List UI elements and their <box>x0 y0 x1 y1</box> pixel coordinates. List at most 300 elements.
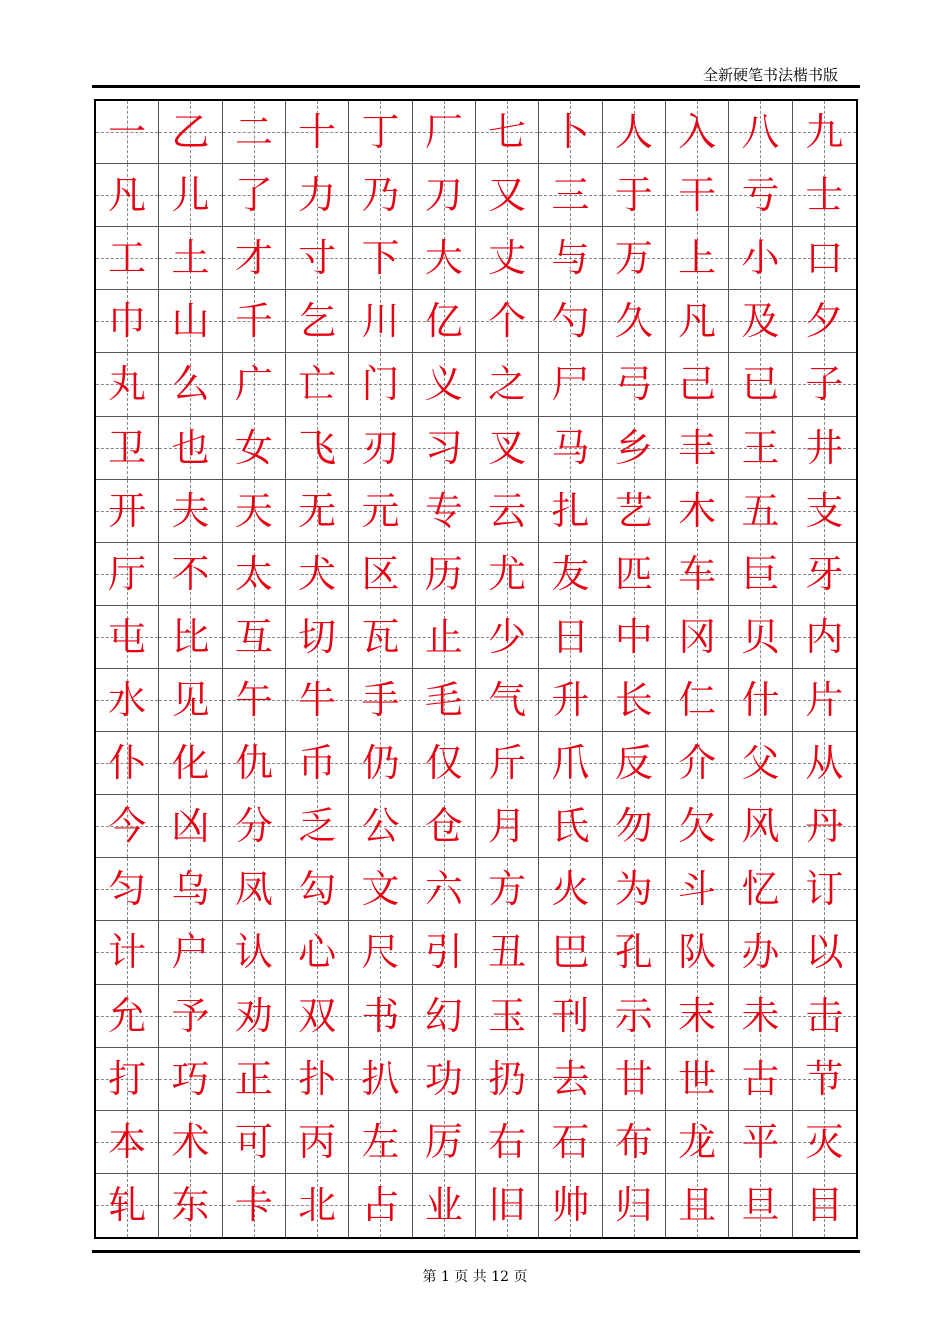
character-glyph: 上 <box>678 236 717 281</box>
character-glyph: 乃 <box>361 173 400 218</box>
character-glyph: 末 <box>678 993 717 1038</box>
grid-cell <box>349 669 412 732</box>
grid-cell <box>413 1048 476 1111</box>
character-glyph: 弓 <box>614 362 653 407</box>
grid-cell <box>159 858 222 921</box>
grid-cell <box>603 985 666 1048</box>
grid-cell <box>793 732 856 795</box>
character-glyph: 井 <box>805 425 844 470</box>
character-glyph: 世 <box>678 1056 717 1101</box>
character-glyph: 丹 <box>805 804 844 849</box>
grid-cell <box>666 858 729 921</box>
grid-cell <box>793 606 856 669</box>
grid-cell <box>349 732 412 795</box>
character-glyph: 巴 <box>551 930 590 975</box>
character-glyph: 方 <box>488 867 527 912</box>
character-glyph: 从 <box>805 741 844 786</box>
character-glyph: 忆 <box>741 867 780 912</box>
character-glyph: 订 <box>805 867 844 912</box>
character-glyph: 尤 <box>488 551 527 596</box>
grid-cell <box>349 1174 412 1237</box>
character-glyph: 甘 <box>614 1056 653 1101</box>
character-glyph: 支 <box>805 488 844 533</box>
character-glyph: 东 <box>171 1183 210 1228</box>
grid-cell <box>793 227 856 290</box>
grid-cell <box>286 417 349 480</box>
grid-cell <box>476 795 539 858</box>
grid-cell <box>223 543 286 606</box>
character-glyph: 什 <box>741 678 780 723</box>
grid-cell <box>666 164 729 227</box>
character-glyph: 仁 <box>678 678 717 723</box>
character-glyph: 内 <box>805 614 844 659</box>
character-glyph: 户 <box>171 930 210 975</box>
grid-cell <box>286 795 349 858</box>
grid-cell <box>96 985 159 1048</box>
grid-cell <box>729 290 792 353</box>
grid-cell <box>476 606 539 669</box>
character-glyph: 不 <box>171 551 210 596</box>
grid-cell <box>666 669 729 732</box>
character-glyph: 认 <box>234 930 273 975</box>
grid-cell <box>286 606 349 669</box>
grid-cell <box>286 669 349 732</box>
character-glyph: 了 <box>234 173 273 218</box>
character-glyph: 卡 <box>234 1183 273 1228</box>
grid-cell <box>413 417 476 480</box>
character-glyph: 乞 <box>298 299 337 344</box>
grid-cell <box>96 164 159 227</box>
character-glyph: 入 <box>678 110 717 155</box>
grid-cell <box>603 480 666 543</box>
character-glyph: 丰 <box>678 425 717 470</box>
character-glyph: 么 <box>171 362 210 407</box>
grid-cell <box>349 480 412 543</box>
character-glyph: 五 <box>741 488 780 533</box>
character-glyph: 扔 <box>488 1056 527 1101</box>
grid-cell <box>603 543 666 606</box>
grid-cell <box>539 858 602 921</box>
grid-cell <box>159 1111 222 1174</box>
grid-cell <box>476 669 539 732</box>
character-glyph: 贝 <box>741 614 780 659</box>
character-glyph: 灭 <box>805 1119 844 1164</box>
grid-cell <box>159 1048 222 1111</box>
grid-cell <box>793 795 856 858</box>
grid-cell <box>96 858 159 921</box>
character-glyph: 厅 <box>108 551 147 596</box>
grid-cell <box>539 101 602 164</box>
grid-cell <box>729 669 792 732</box>
character-glyph: 冈 <box>678 614 717 659</box>
grid-cell <box>539 227 602 290</box>
character-glyph: 仍 <box>361 741 400 786</box>
grid-cell <box>476 858 539 921</box>
grid-cell <box>349 417 412 480</box>
character-glyph: 心 <box>298 930 337 975</box>
character-glyph: 扎 <box>551 488 590 533</box>
character-glyph: 北 <box>298 1183 337 1228</box>
character-glyph: 办 <box>741 930 780 975</box>
grid-cell <box>413 795 476 858</box>
character-glyph: 牛 <box>298 678 337 723</box>
grid-cell <box>793 417 856 480</box>
grid-cell <box>96 732 159 795</box>
grid-cell <box>603 1174 666 1237</box>
character-glyph: 丁 <box>361 110 400 155</box>
grid-cell <box>476 101 539 164</box>
grid-cell <box>603 101 666 164</box>
grid-cell <box>349 1048 412 1111</box>
grid-cell <box>159 795 222 858</box>
grid-cell <box>223 480 286 543</box>
character-glyph: 可 <box>234 1119 273 1164</box>
grid-cell <box>666 1111 729 1174</box>
grid-cell <box>413 290 476 353</box>
grid-cell <box>539 732 602 795</box>
grid-cell <box>223 858 286 921</box>
grid-cell <box>223 669 286 732</box>
character-glyph: 爪 <box>551 741 590 786</box>
character-glyph: 之 <box>488 362 527 407</box>
character-glyph: 孔 <box>614 930 653 975</box>
character-glyph: 石 <box>551 1119 590 1164</box>
grid-cell <box>793 101 856 164</box>
character-glyph: 区 <box>361 551 400 596</box>
character-glyph: 开 <box>108 488 147 533</box>
grid-cell <box>666 795 729 858</box>
character-glyph: 公 <box>361 804 400 849</box>
character-glyph: 旦 <box>741 1183 780 1228</box>
character-glyph: 卜 <box>551 110 590 155</box>
grid-cell <box>96 921 159 984</box>
character-glyph: 示 <box>614 993 653 1038</box>
character-glyph: 女 <box>234 425 273 470</box>
character-glyph: 历 <box>424 551 463 596</box>
character-glyph: 凤 <box>234 867 273 912</box>
character-glyph: 古 <box>741 1056 780 1101</box>
character-glyph: 匹 <box>614 551 653 596</box>
grid-cell <box>96 353 159 416</box>
character-glyph: 介 <box>678 741 717 786</box>
character-glyph: 龙 <box>678 1119 717 1164</box>
grid-cell <box>666 732 729 795</box>
character-glyph: 万 <box>614 236 653 281</box>
character-glyph: 斗 <box>678 867 717 912</box>
grid-cell <box>96 480 159 543</box>
character-glyph: 夕 <box>805 299 844 344</box>
grid-cell <box>223 1048 286 1111</box>
character-glyph: 及 <box>741 299 780 344</box>
character-glyph: 乏 <box>298 804 337 849</box>
grid-cell <box>603 353 666 416</box>
character-glyph: 勾 <box>298 867 337 912</box>
grid-cell <box>349 795 412 858</box>
grid-cell <box>603 290 666 353</box>
grid-cell <box>666 606 729 669</box>
character-glyph: 儿 <box>171 173 210 218</box>
character-glyph: 久 <box>614 299 653 344</box>
character-glyph: 云 <box>488 488 527 533</box>
grid-cell <box>413 606 476 669</box>
grid-cell <box>413 227 476 290</box>
grid-cell <box>159 101 222 164</box>
character-glyph: 仆 <box>108 741 147 786</box>
character-glyph: 丙 <box>298 1119 337 1164</box>
character-glyph: 小 <box>741 236 780 281</box>
grid-cell <box>159 480 222 543</box>
grid-cell <box>159 227 222 290</box>
grid-cell <box>96 1174 159 1237</box>
grid-cell <box>729 417 792 480</box>
grid-cell <box>413 1174 476 1237</box>
practice-grid <box>94 99 858 1239</box>
character-glyph: 刃 <box>361 425 400 470</box>
grid-cell <box>793 669 856 732</box>
grid-cell <box>476 543 539 606</box>
grid-cell <box>223 1174 286 1237</box>
grid-cell <box>349 227 412 290</box>
grid-cell <box>603 669 666 732</box>
grid-cell <box>223 353 286 416</box>
grid-cell <box>413 858 476 921</box>
character-glyph: 亡 <box>298 362 337 407</box>
grid-cell <box>666 1048 729 1111</box>
grid-cell <box>286 1174 349 1237</box>
character-glyph: 太 <box>234 551 273 596</box>
character-glyph: 子 <box>805 362 844 407</box>
grid-cell <box>476 1174 539 1237</box>
character-glyph: 于 <box>614 173 653 218</box>
character-glyph: 午 <box>234 678 273 723</box>
character-glyph: 犬 <box>298 551 337 596</box>
character-glyph: 旧 <box>488 1183 527 1228</box>
character-glyph: 月 <box>488 804 527 849</box>
character-glyph: 艺 <box>614 488 653 533</box>
grid-cell <box>793 164 856 227</box>
character-glyph: 下 <box>361 236 400 281</box>
grid-cell <box>729 1174 792 1237</box>
character-glyph: 中 <box>614 614 653 659</box>
character-glyph: 火 <box>551 867 590 912</box>
character-glyph: 斤 <box>488 741 527 786</box>
character-glyph: 飞 <box>298 425 337 470</box>
grid-cell <box>286 480 349 543</box>
grid-cell <box>159 353 222 416</box>
grid-cell <box>666 227 729 290</box>
grid-cell <box>729 480 792 543</box>
character-glyph: 无 <box>298 488 337 533</box>
character-glyph: 凡 <box>108 173 147 218</box>
character-glyph: 已 <box>741 362 780 407</box>
character-glyph: 天 <box>234 488 273 533</box>
grid-cell <box>159 290 222 353</box>
character-glyph: 千 <box>234 299 273 344</box>
grid-cell <box>539 353 602 416</box>
character-glyph: 双 <box>298 993 337 1038</box>
character-glyph: 大 <box>424 236 463 281</box>
grid-cell <box>666 921 729 984</box>
grid-cell <box>793 1111 856 1174</box>
grid-cell <box>286 164 349 227</box>
grid-cell <box>286 732 349 795</box>
grid-cell <box>603 227 666 290</box>
grid-cell <box>286 921 349 984</box>
character-glyph: 术 <box>171 1119 210 1164</box>
grid-cell <box>666 1174 729 1237</box>
grid-cell <box>413 732 476 795</box>
grid-cell <box>476 732 539 795</box>
character-glyph: 丈 <box>488 236 527 281</box>
grid-cell <box>96 227 159 290</box>
character-glyph: 与 <box>551 236 590 281</box>
character-glyph: 计 <box>108 930 147 975</box>
grid-cell <box>603 606 666 669</box>
grid-cell <box>349 985 412 1048</box>
header-rule <box>92 85 860 88</box>
character-glyph: 欠 <box>678 804 717 849</box>
grid-cell <box>159 669 222 732</box>
character-glyph: 切 <box>298 614 337 659</box>
grid-cell <box>159 417 222 480</box>
character-glyph: 互 <box>234 614 273 659</box>
character-glyph: 凶 <box>171 804 210 849</box>
grid-cell <box>729 795 792 858</box>
grid-cell <box>476 353 539 416</box>
character-glyph: 功 <box>424 1056 463 1101</box>
character-glyph: 又 <box>488 173 527 218</box>
grid-cell <box>539 543 602 606</box>
grid-cell <box>539 669 602 732</box>
character-glyph: 九 <box>805 110 844 155</box>
character-glyph: 勺 <box>551 299 590 344</box>
character-glyph: 未 <box>741 993 780 1038</box>
grid-cell <box>666 290 729 353</box>
grid-cell <box>476 290 539 353</box>
character-glyph: 书 <box>361 993 400 1038</box>
grid-cell <box>413 480 476 543</box>
grid-cell <box>413 985 476 1048</box>
character-glyph: 习 <box>424 425 463 470</box>
document-title: 全新硬笔书法楷书版 <box>702 66 838 84</box>
character-glyph: 匀 <box>108 867 147 912</box>
grid-cell <box>793 985 856 1048</box>
character-glyph: 二 <box>234 110 273 155</box>
grid-cell <box>729 606 792 669</box>
character-glyph: 卫 <box>108 425 147 470</box>
grid-cell <box>476 164 539 227</box>
grid-cell <box>286 353 349 416</box>
character-glyph: 寸 <box>298 236 337 281</box>
grid-cell <box>286 101 349 164</box>
grid-cell <box>539 480 602 543</box>
grid-cell <box>476 417 539 480</box>
character-glyph: 节 <box>805 1056 844 1101</box>
grid-cell <box>96 1048 159 1111</box>
character-glyph: 币 <box>298 741 337 786</box>
grid-cell <box>96 543 159 606</box>
character-glyph: 仅 <box>424 741 463 786</box>
grid-cell <box>223 1111 286 1174</box>
grid-cell <box>159 985 222 1048</box>
grid-cell <box>413 353 476 416</box>
character-glyph: 且 <box>678 1183 717 1228</box>
character-glyph: 士 <box>805 173 844 218</box>
character-glyph: 王 <box>741 425 780 470</box>
grid-cell <box>666 543 729 606</box>
character-glyph: 正 <box>234 1056 273 1101</box>
character-glyph: 幻 <box>424 993 463 1038</box>
character-glyph: 毛 <box>424 678 463 723</box>
character-glyph: 巨 <box>741 551 780 596</box>
character-glyph: 木 <box>678 488 717 533</box>
grid-cell <box>96 290 159 353</box>
character-glyph: 仓 <box>424 804 463 849</box>
character-glyph: 占 <box>361 1183 400 1228</box>
grid-cell <box>349 353 412 416</box>
grid-cell <box>666 985 729 1048</box>
grid-cell <box>539 606 602 669</box>
character-glyph: 七 <box>488 110 527 155</box>
grid-cell <box>413 1111 476 1174</box>
grid-cell <box>413 543 476 606</box>
character-glyph: 夫 <box>171 488 210 533</box>
character-glyph: 少 <box>488 614 527 659</box>
character-glyph: 工 <box>108 236 147 281</box>
character-glyph: 比 <box>171 614 210 659</box>
character-glyph: 击 <box>805 993 844 1038</box>
grid-cell <box>159 543 222 606</box>
character-glyph: 扑 <box>298 1056 337 1101</box>
grid-cell <box>603 921 666 984</box>
character-glyph: 山 <box>171 299 210 344</box>
character-glyph: 门 <box>361 362 400 407</box>
character-glyph: 水 <box>108 678 147 723</box>
grid-cell <box>603 732 666 795</box>
grid-cell <box>729 227 792 290</box>
grid-cell <box>223 985 286 1048</box>
character-glyph: 本 <box>108 1119 147 1164</box>
grid-cell <box>603 795 666 858</box>
grid-cell <box>603 1048 666 1111</box>
character-glyph: 凡 <box>678 299 717 344</box>
grid-cell <box>476 1048 539 1111</box>
character-glyph: 也 <box>171 425 210 470</box>
grid-cell <box>603 858 666 921</box>
footer-rule <box>92 1250 860 1253</box>
grid-cell <box>413 164 476 227</box>
grid-cell <box>223 227 286 290</box>
grid-cell <box>96 417 159 480</box>
character-glyph: 分 <box>234 804 273 849</box>
grid-cell <box>793 290 856 353</box>
grid-cell <box>793 353 856 416</box>
page-number: 第 1 页 共 12 页 <box>422 1269 528 1285</box>
grid-cell <box>729 985 792 1048</box>
character-glyph: 力 <box>298 173 337 218</box>
character-glyph: 专 <box>424 488 463 533</box>
character-glyph: 马 <box>551 425 590 470</box>
character-glyph: 气 <box>488 678 527 723</box>
character-glyph: 叉 <box>488 425 527 470</box>
grid-cell <box>476 480 539 543</box>
grid-cell <box>666 480 729 543</box>
grid-cell <box>159 732 222 795</box>
grid-cell <box>349 606 412 669</box>
grid-cell <box>413 669 476 732</box>
character-glyph: 亏 <box>741 173 780 218</box>
character-glyph: 业 <box>424 1183 463 1228</box>
